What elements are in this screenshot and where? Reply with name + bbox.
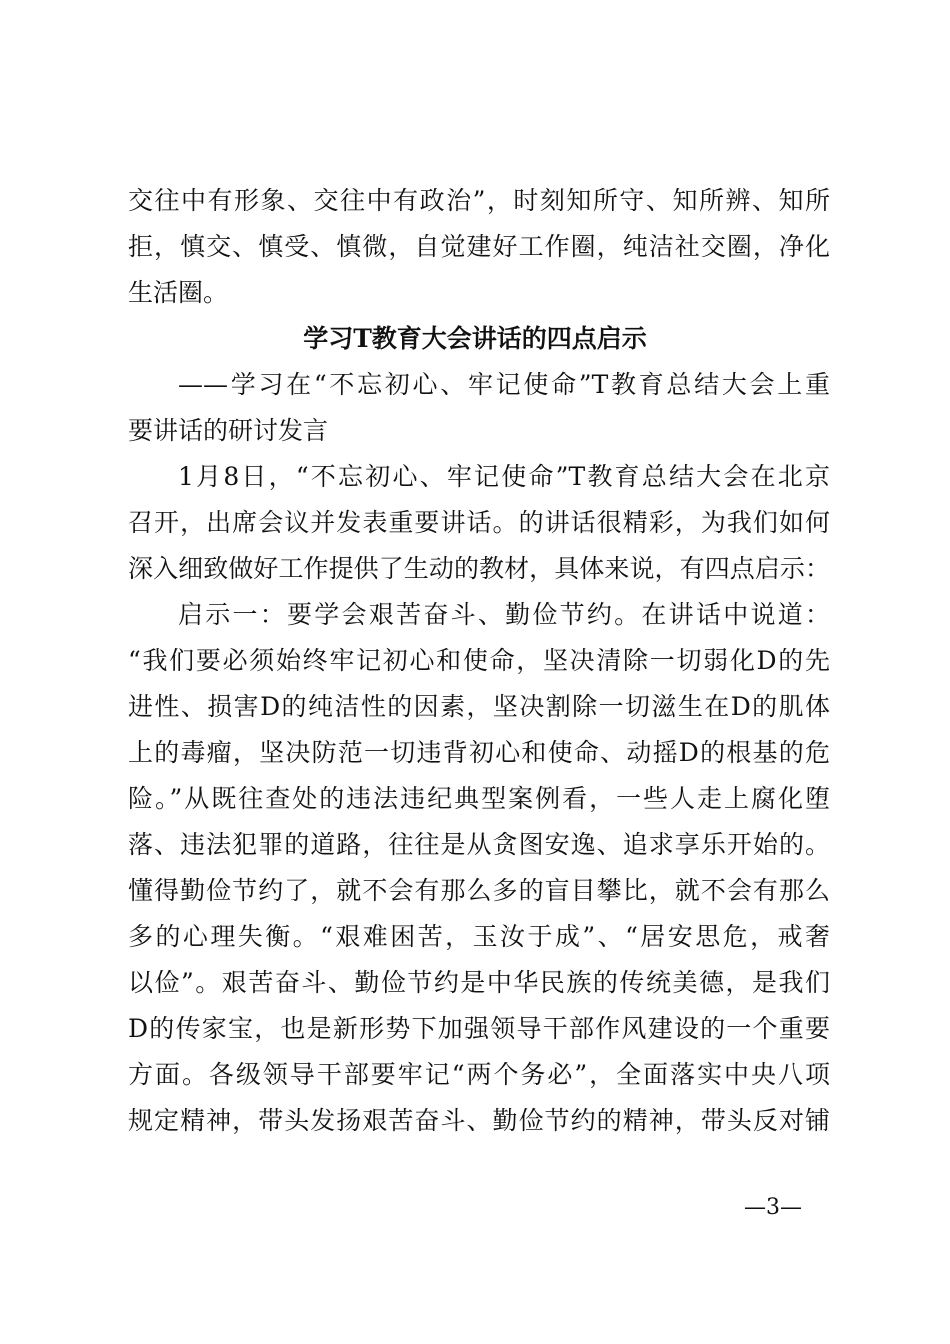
document-title: 学习T教育大会讲话的四点启示	[303, 324, 647, 353]
body-text-line: 交往中有形象、交往中有政治”，时刻知所守、知所辨、知所	[128, 186, 830, 215]
body-text-line: 规定精神，带头发扬艰苦奋斗、勤俭节约的精神，带头反对铺	[128, 1106, 830, 1135]
body-text-line: 拒，慎交、慎受、慎微，自觉建好工作圈，纯洁社交圈，净化	[128, 232, 830, 261]
body-text-line: 召开，出席会议并发表重要讲话。的讲话很精彩，为我们如何	[128, 508, 830, 537]
body-text-line: 险。”从既往查处的违法违纪典型案例看，一些人走上腐化堕	[128, 784, 830, 813]
body-text-line: 多的心理失衡。“艰难困苦，玉汝于成”、“居安思危，戒奢	[128, 922, 830, 951]
body-text-line: 落、违法犯罪的道路，往往是从贪图安逸、追求享乐开始的。	[128, 830, 830, 859]
body-text-line: 1月8日，“不忘初心、牢记使命”T教育总结大会在北京	[178, 462, 830, 491]
subtitle-line: 要讲话的研讨发言	[128, 416, 329, 445]
body-text-line: 懂得勤俭节约了，就不会有那么多的盲目攀比，就不会有那么	[128, 876, 830, 905]
body-text-line: “我们要必须始终牢记初心和使命，坚决清除一切弱化D的先	[128, 646, 830, 675]
body-text-line: 深入细致做好工作提供了生动的教材，具体来说，有四点启示：	[128, 554, 830, 583]
subtitle-line: ——学习在“不忘初心、牢记使命”T教育总结大会上重	[178, 370, 830, 399]
body-text-line: D的传家宝，也是新形势下加强领导干部作风建设的一个重要	[128, 1014, 830, 1043]
body-text-line: 进性、损害D的纯洁性的因素，坚决割除一切滋生在D的肌体	[128, 692, 830, 721]
body-text-line: 启示一：要学会艰苦奋斗、勤俭节约。在讲话中说道：	[178, 600, 830, 629]
body-text-line: 以俭”。艰苦奋斗、勤俭节约是中华民族的传统美德，是我们	[128, 968, 830, 997]
body-text-line: 方面。各级领导干部要牢记“两个务必”，全面落实中央八项	[128, 1060, 830, 1089]
page-number: —3—	[744, 1195, 802, 1220]
body-text-line: 上的毒瘤，坚决防范一切违背初心和使命、动摇D的根基的危	[128, 738, 830, 767]
body-text-line: 生活圈。	[128, 278, 229, 307]
